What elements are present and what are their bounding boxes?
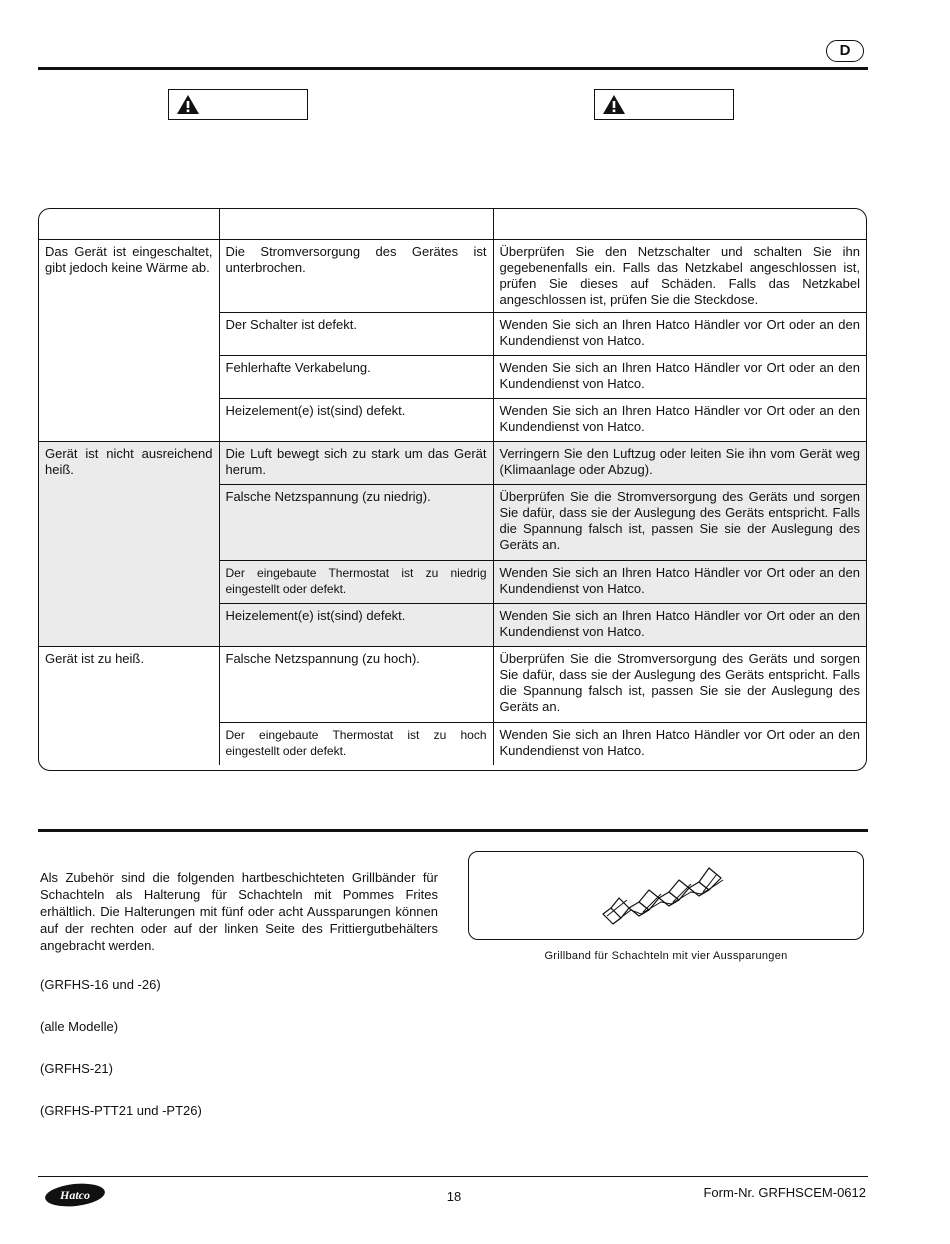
page-number: 18 [446,1189,462,1204]
model-line: (GRFHS-PTT21 und -PT26) [40,1103,202,1118]
cause-cell: Der eingebaute Thermostat ist zu hoch eingestellt oder defekt. [219,723,493,766]
cause-cell: Die Stromversorgung des Gerätes ist unterbrochen. [219,240,493,313]
cause-cell: Fehlerhafte Verkabelung. [219,356,493,399]
warning-triangle-icon [176,94,200,115]
solution-cell: Wenden Sie sich an Ihren Hatco Händler vor Ort oder an den Kundendienst von Hatco. [493,561,866,604]
model-line: (alle Modelle) [40,1019,119,1034]
footer-rule [38,1176,868,1177]
solution-cell: Überprüfen Sie den Netzschalter und schalten Sie ihn gegebenenfalls ein. Falls das Netzkabel angeschlossen ist, prüfen Sie dieses auf Schäden. Falls das Netzkabel angeschlossen ist, prüfen Sie die Steckdose. [493,240,866,313]
header-symptom [39,209,219,240]
troubleshooting-table [38,208,867,771]
model-line: (GRFHS-21) [40,1061,113,1076]
model-line: (GRFHS-16 und -26) [40,977,161,992]
warning-label-right [594,89,734,120]
accessories-intro: Als Zubehör sind die folgenden hartbeschichteten Grillbänder für Schachteln als Halterung für Schachteln mit Pommes Frites erhältlich. Die Halterungen mit fünf oder acht Aussparungen können auf der rechten oder auf der linken Seite des Frittiergutbehälters angebracht werden. [40,870,438,953]
solution-cell: Überprüfen Sie die Stromversorgung des Geräts und sorgen Sie dafür, dass sie der Auslegung des Geräts entspricht. Falls die Spannung falsch ist, passen Sie sie der Auslegung des Geräts an. [493,647,866,723]
solution-cell: Wenden Sie sich an Ihren Hatco Händler vor Ort oder an den Kundendienst von Hatco. [493,604,866,647]
svg-text:Hatco: Hatco [60,1188,90,1202]
problem-cell: Gerät ist nicht ausreichend heiß. [39,442,219,647]
form-number: Form-Nr. GRFHSCEM-0612 [703,1185,866,1200]
warning-triangle-icon [602,94,626,115]
header-cause [219,209,493,240]
cause-cell: Der Schalter ist defekt. [219,313,493,356]
section-rule [38,829,868,832]
cause-cell: Heizelement(e) ist(sind) defekt. [219,399,493,442]
table-row [39,647,866,723]
language-badge: D [826,40,864,62]
grill-strip-illustration [599,858,729,932]
cause-cell: Falsche Netzspannung (zu hoch). [219,647,493,723]
cause-cell: Die Luft bewegt sich zu stark um das Gerät herum. [219,442,493,485]
figure-frame [468,851,864,940]
problem-cell: Gerät ist zu heiß. [39,647,219,766]
solution-cell: Verringern Sie den Luftzug oder leiten Sie ihn vom Gerät weg (Klimaanlage oder Abzug). [493,442,866,485]
solution-cell: Wenden Sie sich an Ihren Hatco Händler vor Ort oder an den Kundendienst von Hatco. [499,727,860,758]
solution-cell: Wenden Sie sich an Ihren Hatco Händler vor Ort oder an den Kundendienst von Hatco. [493,313,866,356]
figure-caption: Grillband für Schachteln mit vier Aussparungen [544,950,788,962]
warning-label-left [168,89,308,120]
solution-cell: Wenden Sie sich an Ihren Hatco Händler vor Ort oder an den Kundendienst von Hatco. [493,356,866,399]
top-rule [38,67,868,70]
hatco-logo [44,1182,106,1208]
problem-cell: Das Gerät ist eingeschaltet, gibt jedoch keine Wärme ab. [39,240,219,442]
table-row [39,442,866,485]
solution-cell: Wenden Sie sich an Ihren Hatco Händler vor Ort oder an den Kundendienst von Hatco. [493,399,866,442]
table-row [39,240,866,313]
table-header-row [39,209,866,240]
cause-cell: Heizelement(e) ist(sind) defekt. [219,604,493,647]
cause-cell: Falsche Netzspannung (zu niedrig). [219,485,493,561]
cause-cell: Der eingebaute Thermostat ist zu niedrig eingestellt oder defekt. [219,561,493,604]
solution-cell: Überprüfen Sie die Stromversorgung des Geräts und sorgen Sie dafür, dass sie der Auslegung des Geräts entspricht. Falls die Spannung falsch ist, passen Sie sie der Auslegung des Geräts an. [493,485,866,561]
header-solution [493,209,866,240]
